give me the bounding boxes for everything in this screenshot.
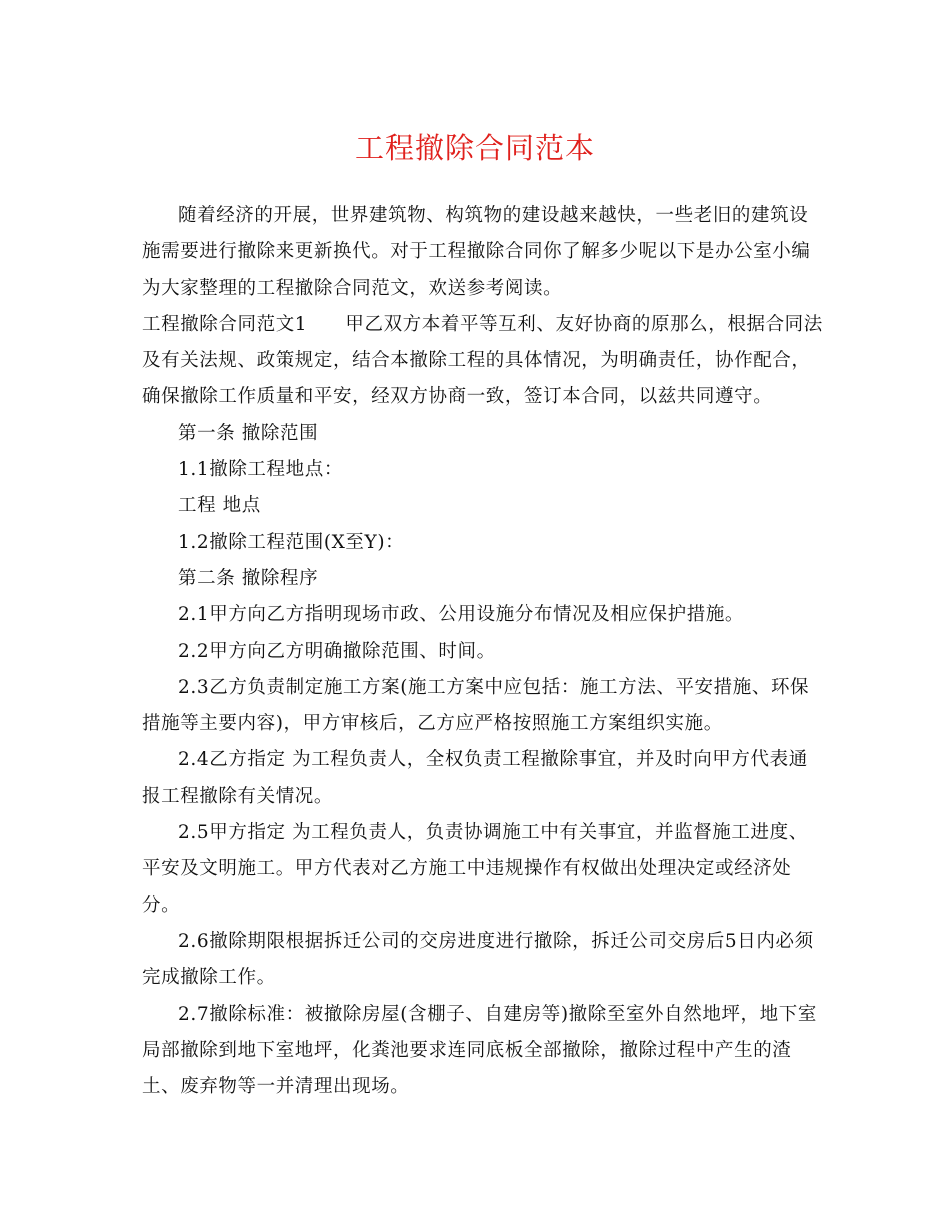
body-line: 2.3乙方负责制定施工方案(施工方案中应包括：施工方法、平安措施、环保 — [178, 676, 810, 698]
body-line: 确保撤除工作质量和平安，经双方协商一致，签订本合同，以兹共同遵守。 — [142, 386, 773, 408]
body-line: 第一条 撤除范围 — [178, 422, 319, 444]
body-line: 报工程撤除有关情况。 — [142, 785, 334, 807]
body-line: 2.7撤除标准：被撤除房屋(含棚子、自建房等)撤除至室外自然地坪，地下室 — [178, 1003, 817, 1025]
body-line: 平安及文明施工。甲方代表对乙方施工中违规操作有权做出处理决定或经济处 — [142, 858, 792, 880]
body-line: 土、废弃物等一并清理出现场。 — [142, 1076, 410, 1098]
body-line: 工程 地点 — [178, 495, 261, 517]
body-line: 分。 — [142, 894, 181, 916]
body-line: 2.1甲方向乙方指明现场市政、公用设施分布情况及相应保护措施。 — [178, 604, 745, 626]
body-line: 工程撤除合同范文1 甲乙双方本着平等互利、友好协商的原那么，根据合同法 — [142, 313, 823, 335]
body-line: 2.2甲方向乙方明确撤除范围、时间。 — [178, 640, 496, 662]
body-line: 措施等主要内容)，甲方审核后，乙方应严格按照施工方案组织实施。 — [142, 713, 723, 735]
body-line: 随着经济的开展，世界建筑物、构筑物的建设越来越快，一些老旧的建筑设 — [178, 205, 809, 226]
body-line: 第二条 撤除程序 — [178, 567, 319, 589]
body-line: 1.1撤除工程地点： — [178, 459, 343, 481]
body-line: 完成撤除工作。 — [142, 967, 276, 989]
document-title: 工程撤除合同范本 — [354, 131, 595, 165]
body-line: 2.4乙方指定 为工程负责人，全权负责工程撤除事宜，并及时向甲方代表通 — [178, 749, 808, 771]
document-body — [142, 198, 823, 1105]
body-line: 1.2撤除工程范围(X至Y)： — [178, 531, 405, 553]
body-line: 施需要进行撤除来更新换代。对于工程撤除合同你了解多少呢以下是办公室小编 — [142, 241, 811, 263]
body-line: 局部撤除到地下室地坪，化粪池要求连同底板全部撤除，撤除过程中产生的渣 — [142, 1039, 792, 1061]
body-line: 2.6撤除期限根据拆迁公司的交房进度进行撤除，拆迁公司交房后5日内必须 — [178, 930, 814, 952]
body-line: 为大家整理的工程撤除合同范文，欢送参考阅读。 — [142, 277, 563, 299]
body-line: 及有关法规、政策规定，结合本撤除工程的具体情况，为明确责任，协作配合， — [142, 350, 811, 372]
body-line: 2.5甲方指定 为工程负责人，负责协调施工中有关事宜，并监督施工进度、 — [178, 822, 808, 844]
